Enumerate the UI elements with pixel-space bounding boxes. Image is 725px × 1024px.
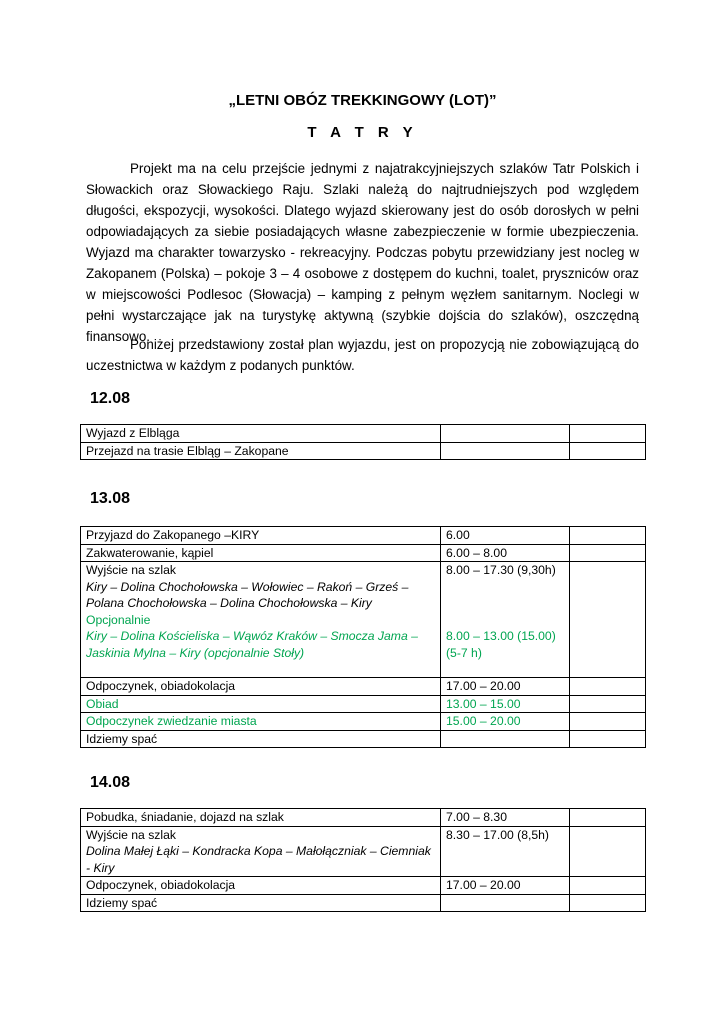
time-cell <box>441 562 570 678</box>
activity-cell: Odpoczynek, obiadokolacja <box>81 877 441 895</box>
day-heading: 14.08 <box>90 774 131 791</box>
empty-cell <box>570 877 646 895</box>
activity-label: Wyjście na szlak <box>86 827 176 842</box>
optional-time: 8.00 – 13.00 (15.00) <box>446 629 556 643</box>
time-cell: 7.00 – 8.30 <box>441 809 570 827</box>
schedule-table-day3 <box>80 808 646 912</box>
empty-cell <box>570 442 646 460</box>
day-heading: 13.08 <box>90 490 131 507</box>
time-cell <box>441 425 570 443</box>
activity-cell: Idziemy spać <box>81 894 441 912</box>
activity-cell: Odpoczynek zwiedzanie miasta <box>81 713 441 731</box>
document-subtitle: T A T R Y <box>307 124 418 141</box>
empty-cell <box>570 695 646 713</box>
empty-cell <box>570 809 646 827</box>
empty-cell <box>570 894 646 912</box>
optional-label: Opcjonalnie <box>86 612 151 627</box>
schedule-table-day1 <box>80 424 646 460</box>
activity-cell: Idziemy spać <box>81 730 441 748</box>
empty-cell <box>570 544 646 562</box>
empty-cell <box>570 425 646 443</box>
intro-paragraph: Projekt ma na celu przejście jednymi z najatrakcyjniejszych szlaków Tatr Polskich i Słowackich oraz Słowackiego Raju. Szlaki należą do najtrudniejszych pod względem długości, ekspozycji, wysokości. Dlatego wyjazd skierowany jest do osób dorosłych w pełni odpowiadających za siebie posiadających własne zabezpieczenie w formie ubezpieczenia. Wyjazd ma charakter towarzysko - rekreacyjny. Podczas pobytu przewidziany jest nocleg w Zakopanem (Polska) – pokoje 3 – 4 osobowe z dostępem do kuchni, toalet, pryszniców oraz w miejscowości Podlesoc (Słowacja) – kamping z pełnym węzłem sanitarnym. Noclegi w pełni wystarczające jak na turystykę aktywną (szybkie dojścia do szlaków), oszczędną finansowo. <box>86 161 639 344</box>
activity-cell: Przejazd na trasie Elbląg – Zakopane <box>81 442 441 460</box>
table-row <box>81 425 646 443</box>
time-cell: 6.00 <box>441 527 570 545</box>
optional-duration: (5-7 h) <box>446 645 482 660</box>
time-cell <box>441 894 570 912</box>
spacer <box>446 579 564 629</box>
empty-cell <box>570 527 646 545</box>
table-row <box>81 562 646 678</box>
empty-cell <box>570 678 646 696</box>
empty-cell <box>570 730 646 748</box>
activity-cell: Zakwaterowanie, kąpiel <box>81 544 441 562</box>
table-row <box>81 826 646 877</box>
activity-cell <box>81 562 441 678</box>
plan-paragraph: Poniżej przedstawiony został plan wyjazdu, jest on propozycją nie zobowiązującą do uczestnictwa w każdym z podanych punktów. <box>86 337 639 373</box>
activity-label: Wyjście na szlak <box>86 563 176 577</box>
activity-cell: Wyjazd z Elbląga <box>81 425 441 443</box>
time-cell: 13.00 – 15.00 <box>441 695 570 713</box>
empty-cell <box>570 562 646 678</box>
route-time: 8.00 – 17.30 (9,30h) <box>446 563 556 577</box>
table-row <box>81 695 646 713</box>
empty-cell <box>570 713 646 731</box>
time-cell: 15.00 – 20.00 <box>441 713 570 731</box>
time-cell: 17.00 – 20.00 <box>441 678 570 696</box>
time-cell <box>441 442 570 460</box>
optional-route-description: Kiry – Dolina Kościeliska – Wąwóz Kraków – Smocza Jama – Jaskinia Mylna – Kiry (opcjonalnie Stoły) <box>86 629 418 660</box>
activity-cell: Odpoczynek, obiadokolacja <box>81 678 441 696</box>
table-row <box>81 678 646 696</box>
time-cell: 8.30 – 17.00 (8,5h) <box>441 826 570 877</box>
route-description: Dolina Małej Łąki – Kondracka Kopa – Małołączniak – Ciemniak - Kiry <box>86 844 431 875</box>
activity-cell: Pobudka, śniadanie, dojazd na szlak <box>81 809 441 827</box>
time-cell: 6.00 – 8.00 <box>441 544 570 562</box>
table-row <box>81 730 646 748</box>
document-title: „LETNI OBÓZ TREKKINGOWY (LOT)” <box>228 92 497 109</box>
activity-cell <box>81 826 441 877</box>
table-row <box>81 877 646 895</box>
table-row <box>81 713 646 731</box>
table-row <box>81 527 646 545</box>
time-cell: 17.00 – 20.00 <box>441 877 570 895</box>
table-row <box>81 809 646 827</box>
activity-cell: Przyjazd do Zakopanego –KIRY <box>81 527 441 545</box>
empty-cell <box>570 826 646 877</box>
table-row <box>81 442 646 460</box>
spacer <box>86 661 435 677</box>
table-row <box>81 544 646 562</box>
time-cell <box>441 730 570 748</box>
activity-cell: Obiad <box>81 695 441 713</box>
day-heading: 12.08 <box>90 390 131 407</box>
route-description: Kiry – Dolina Chochołowska – Wołowiec – Rakoń – Grześ – Polana Chochołowska – Dolina Chochołowska – Kiry <box>86 579 409 610</box>
table-row <box>81 894 646 912</box>
schedule-table-day2 <box>80 526 646 748</box>
